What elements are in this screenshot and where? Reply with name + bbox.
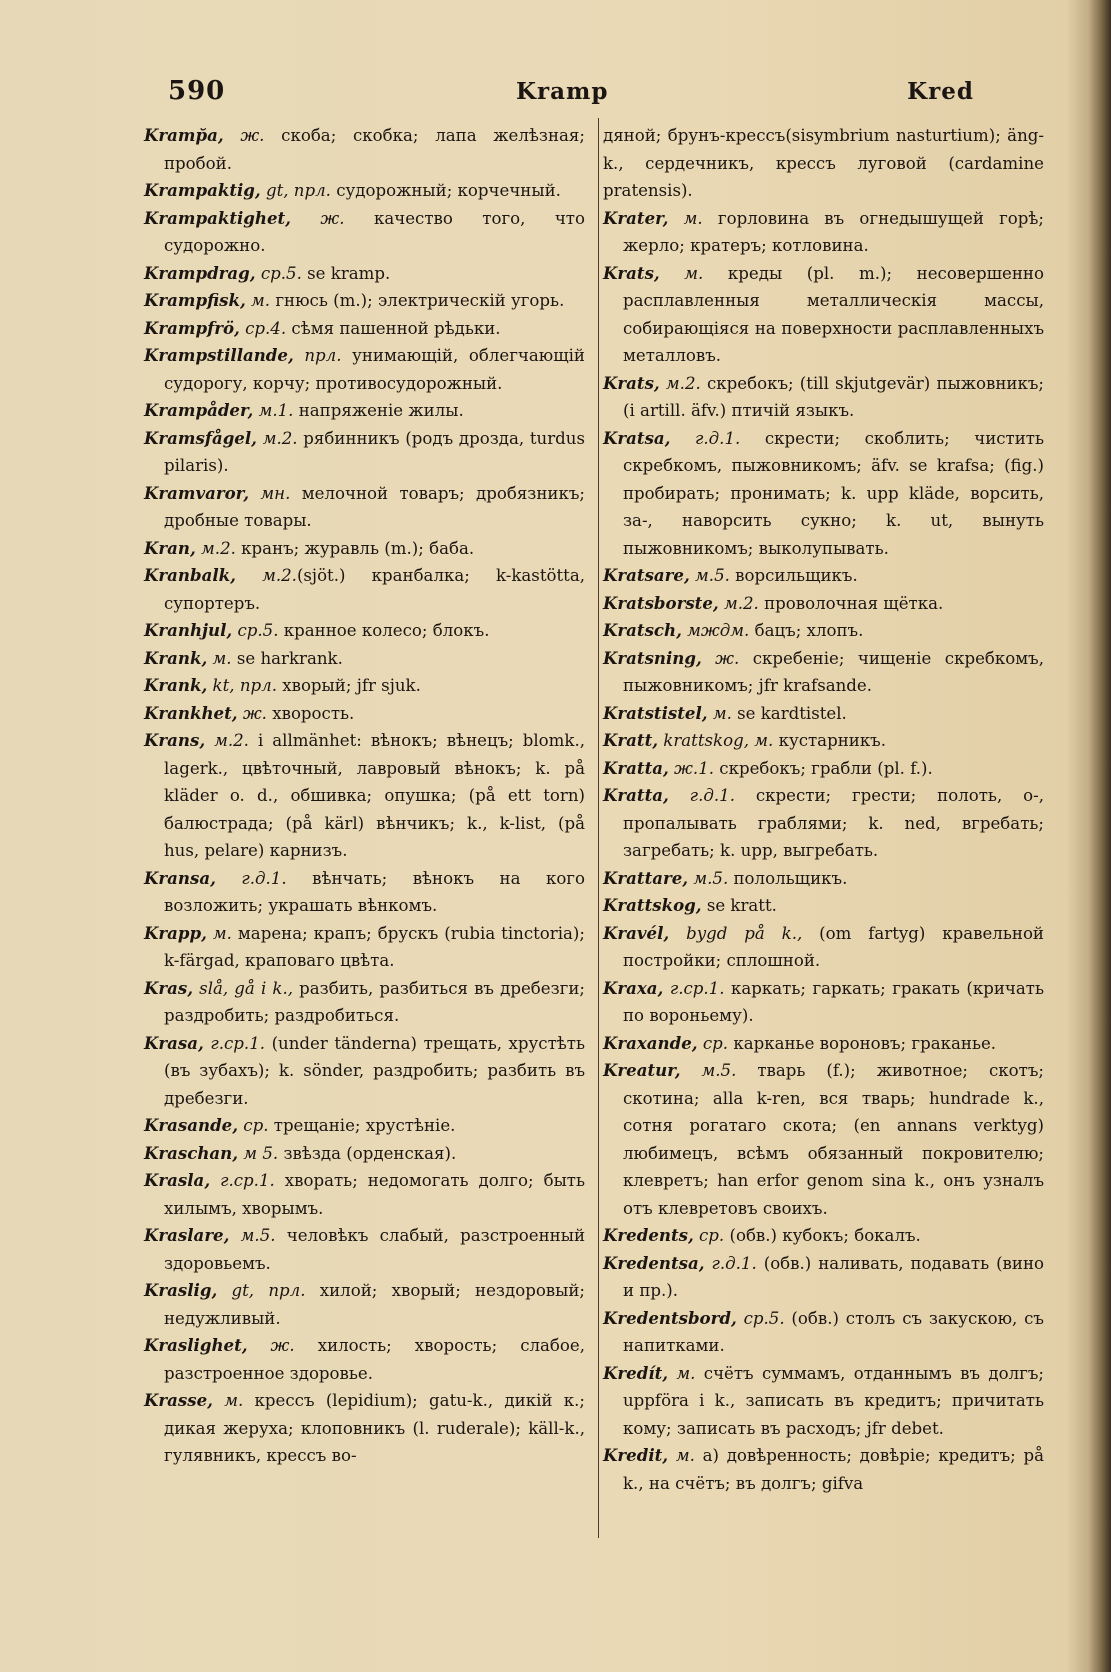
entry-headword: Kraschan, [144,1142,239,1163]
dictionary-entry [144,1387,585,1470]
dictionary-entry [603,370,1044,425]
entry-headword: Kratsning, [603,647,702,668]
entry-grammar: г.д.1. [668,786,735,805]
dictionary-entry [603,562,1044,590]
entry-headword: Krattskog, [603,895,702,915]
dictionary-entry [144,425,585,480]
entry-headword: Kratta, [603,757,669,778]
entry-definition: (om fartyg) кравельной постройки; сплошной. [623,923,1044,970]
entry-headword: Krasande, [144,1115,239,1135]
dictionary-entry [603,920,1044,975]
entry-grammar: прл. [293,346,342,365]
dictionary-entry [144,315,585,343]
entry-grammar: г.д.1. [670,428,741,448]
entry-headword: Krapp, [144,922,207,943]
entry-headword: Krank, [144,647,208,668]
entry-grammar: krattskog, м. [658,731,774,750]
entry-grammar: м. [206,923,232,943]
entry-grammar: slå, gå i k., [193,978,293,998]
entry-grammar: м. [207,648,232,668]
entry-grammar: ср.4. [239,318,287,338]
entry-headword: Kredentsa, [603,1252,705,1273]
entry-headword: Krattare, [603,867,689,888]
entry-grammar: м.2. [195,538,236,558]
entry-grammar: м.2. [659,373,701,393]
entry-grammar: г.ср.1. [210,1171,275,1190]
dictionary-entry [603,727,1044,755]
dictionary-entry [144,1140,585,1168]
entry-grammar: г.ср.1. [663,978,725,998]
entry-definition: полольщикъ. [728,868,848,888]
entry-definition: разбить, разбиться въ дребезги; раздробить; раздробиться. [164,978,585,1025]
entry-grammar: ж. [237,703,267,723]
entry-definition: проволочная щётка. [758,593,944,613]
dictionary-entry [144,1277,585,1332]
entry-definition: кустарникъ. [773,731,887,750]
entry-definition: кранъ; журавль (m.); баба. [235,538,475,558]
entry-headword: Kraxa, [603,977,664,998]
dictionary-entry [603,1305,1044,1360]
entry-grammar: ср.5. [255,263,302,283]
dictionary-entry [144,397,585,425]
entry-headword: Krats, [603,262,660,283]
dictionary-entry [603,700,1044,728]
entry-grammar: gt, прл. [217,1281,306,1300]
dictionary-entry [603,205,1044,260]
entry-definition: (обв.) кубокъ; бокалъ. [724,1226,921,1245]
dictionary-entry [603,1030,1044,1058]
entry-headword: Krank, [144,675,208,695]
dictionary-entry [144,287,585,315]
entry-headword: Krampaktighet, [144,207,291,228]
entry-grammar: ср. [238,1116,269,1135]
dictionary-entry [603,755,1044,783]
entry-definition: качество того, что судорожно. [164,208,585,255]
entry-definition: мелочной товаръ; дробязникъ; дробные товары. [164,483,585,530]
entry-headword: Kramsfågel, [144,427,257,448]
dictionary-entry [603,1360,1044,1443]
dictionary-entry [144,1112,585,1140]
entry-headword: Kreatur, [603,1060,681,1080]
entry-headword: Kratt, [603,730,659,750]
entry-definition: хилой; хворый; нездоровый; недужливый. [164,1281,586,1328]
entry-definition: se kramp. [301,263,391,283]
entry-definition: крессъ (lepidium); gatu-k., дикій к.; дикая жеруха; клоповникъ (l. ruderale); käll-k., гулявникъ, крессъ во- [164,1391,585,1465]
dictionary-entry [603,590,1044,618]
entry-definition: хилость; хворость; слабое, разстроенное здоровье. [164,1336,585,1383]
dictionary-entry [144,617,585,645]
entry-grammar: м.2. [256,428,298,448]
entry-headword: Krasse, [144,1390,213,1410]
entry-headword: Kratsborste, [603,592,719,613]
column-divider [598,118,599,1538]
entry-grammar: м. [668,208,703,228]
entry-definition: карканье вороновъ; граканье. [728,1033,997,1053]
entry-definition: гнюсь (m.); электрическій угорь. [270,291,565,310]
entry-definition: хворость. [266,703,355,723]
running-head-left: Kramp [516,78,609,105]
entry-headword: Kraxande, [603,1032,698,1053]
entry-grammar: м.2. [235,566,297,585]
dictionary-entry [144,645,585,673]
entry-grammar: ср. [697,1033,729,1053]
dictionary-entry [144,975,585,1030]
dictionary-entry [603,892,1044,920]
entry-grammar: м. [707,703,732,723]
entry-grammar: м. [212,1391,244,1410]
entry-definition: скрести; скоблить; чистить скребкомъ, пыжовникомъ; äfv. se krafsa; (fig.) пробирать; пронимать; k. upp kläde, ворсить, за-, наворсить сукно; k. ut, вынуть пыжовникомъ; выколупывать. [623,428,1045,558]
entry-definition: унимающій, облегчающій судорогу, корчу; противосудорожный. [164,346,585,393]
entry-definition: креды (pl. m.); несовершенно расплавленныя металлическія массы, собирающіяся на поверхности расплавленныхъ металловъ. [623,263,1044,365]
dictionary-entry [144,260,585,288]
dictionary-entry [144,727,585,865]
entry-headword: Kredentsbord, [603,1307,737,1328]
dictionary-entry [603,1222,1044,1250]
entry-definition: (sjöt.) кранбалка; k-kastötta, супортеръ. [164,566,585,613]
entry-grammar: ж. [701,648,740,668]
entry-definition: se kardtistel. [731,703,847,723]
entry-definition: сѣмя пашенной рѣдьки. [286,318,501,338]
entry-headword: Kramvaror, [144,482,249,503]
entry-definition: горловина въ огнедышущей горѣ; жерло; кратеръ; котловина. [623,208,1044,255]
entry-grammar: ж.1. [668,758,715,778]
book-spine-shadow [1087,0,1111,1672]
entry-definition: хворый; jfr sjuk. [276,676,421,695]
entry-headword: Kraslare, [144,1225,230,1245]
entry-grammar: м.1. [253,401,294,420]
dictionary-entry [603,782,1044,865]
entry-definition: счётъ суммамъ, отданнымъ въ долгъ; uppföra i k., записать въ кредитъ; причитать кому; записать въ расходъ; jfr debet. [623,1363,1045,1438]
entry-definition: марена; крапъ; брускъ (rubia tinctoria); k-färgad, краповаго цвѣта. [164,923,585,970]
entry-headword: Krankhet, [144,702,238,723]
entry-grammar: м 5. [238,1143,279,1163]
entry-grammar: ср.5. [232,621,279,640]
entry-definition: скоба; скобка; лапа желѣзная; пробой. [164,126,585,173]
entry-headword: Kravél, [603,922,670,943]
entry-definition: (обв.) наливать, подавать (вино и пр.). [623,1253,1044,1300]
right-column-entries [603,205,1044,1498]
entry-headword: Krampstillande, [144,345,294,365]
entry-definition: тварь (f.); животное; скотъ; скотина; alla k-ren, вся тварь; hundrade k., сотня рогатаго скота; (en annans verktyg) любимецъ, всѣмъ обязанный покровителю; клевретъ; han erfor genom sina k., онъ узналъ отъ клевретовъ своихъ. [623,1061,1044,1218]
entry-grammar: ср.5. [736,1308,785,1328]
dictionary-entry [144,1167,585,1222]
entry-headword: Krater, [603,207,669,228]
entry-grammar: м.5. [689,566,730,585]
entry-grammar: ж. [290,208,345,228]
entry-headword: Kramp̆a, [144,125,224,145]
entry-grammar: ср. [693,1226,725,1245]
entry-grammar: м. [668,1363,696,1383]
dictionary-entry [144,1222,585,1277]
dictionary-entry [603,865,1044,893]
page-number: 590 [168,76,226,106]
entry-definition: (under tänderna) трещать, хрустѣть (въ зубахъ); k. sönder, раздробить; разбить въ дребезги. [164,1033,585,1108]
dictionary-entry [603,645,1044,700]
dictionary-entry [144,122,585,177]
entry-grammar: мн. [249,483,291,503]
entry-grammar: kt, прл. [207,676,277,695]
entry-headword: Krampfrö, [144,317,240,338]
entry-grammar: г.д.1. [704,1253,757,1273]
dictionary-entry [603,425,1044,563]
entry-headword: Krans, [144,730,206,750]
continuation-text: дяной; брунъ-крессъ(sisymbrium nasturtium); äng-k., сердечникъ, крессъ луговой (cardamine pratensis). [603,126,1044,200]
entry-headword: Krampdrag, [144,262,256,283]
entry-grammar: м. [245,291,271,310]
entry-grammar: м. [659,263,704,283]
dictionary-entry [144,342,585,397]
entry-headword: Kredít, [603,1362,669,1383]
entry-grammar: м.2. [205,731,249,750]
entry-definition: (обв.) столъ съ закускою, съ напитками. [623,1308,1044,1355]
dictionary-entry [603,260,1044,370]
entry-grammar: ж. [223,126,265,145]
entry-definition: звѣзда (орденская). [278,1143,457,1163]
entry-definition: скребокъ; грабли (pl. f.). [714,758,933,778]
entry-grammar: м.5. [688,868,729,888]
entry-grammar: bygd på k., [669,923,803,943]
entry-headword: Krasa, [144,1032,204,1053]
entry-headword: Kredents, [603,1225,694,1245]
entry-grammar: м.2. [718,593,759,613]
entry-definition: а) довѣренность; довѣріе; кредитъ; på k., на счётъ; въ долгъ; gifva [623,1446,1044,1493]
entry-definition: бацъ; хлопъ. [749,621,864,640]
dictionary-entry [144,1332,585,1387]
dictionary-entry [144,672,585,700]
entry-definition: se harkrank. [231,648,343,668]
entry-definition: напряженіе жилы. [293,401,464,420]
entry-definition: каркать; гаркать; гракать (кричать по вороньему). [623,978,1044,1025]
dictionary-entry [603,617,1044,645]
entry-headword: Kratsa, [603,427,671,448]
dictionary-entry [603,1442,1044,1497]
entry-grammar: м.5. [229,1226,276,1245]
dictionary-entry [144,177,585,205]
dictionary-entry [144,920,585,975]
entry-headword: Kran, [144,537,196,558]
entry-headword: Krampaktig, [144,180,261,200]
page-header [160,72,1028,112]
entry-headword: Krasla, [144,1170,211,1190]
entry-grammar: ж. [247,1336,295,1355]
entry-headword: Krampåder, [144,400,254,420]
entry-headword: Kraslighet, [144,1335,248,1355]
entry-grammar: м.5. [680,1061,737,1080]
entry-headword: Krampfisk, [144,290,246,310]
entry-definition: хворать; недомогать долго; быть хилымъ, хворымъ. [164,1171,585,1218]
entry-headword: Kredit, [603,1445,669,1465]
entry-definition: скребокъ; (till skjutgevär) пыжовникъ; (i artill. äfv.) птичій языкъ. [623,373,1044,420]
entry-headword: Kransa, [144,867,216,888]
dictionary-entry [144,535,585,563]
entry-grammar: мждм. [681,621,750,640]
entry-definition: скребеніе; чищеніе скребкомъ, пыжовникомъ; jfr krafsande. [623,648,1044,695]
entry-headword: Kratsare, [603,565,690,585]
entry-definition: кранное колесо; блокъ. [278,621,490,640]
entry-headword: Kratsch, [603,620,682,640]
left-column [144,122,585,1470]
dictionary-entry [144,562,585,617]
dictionary-entry [144,1030,585,1113]
entry-definition: человѣкъ слабый, разстроенный здоровьемъ. [164,1226,586,1273]
dictionary-entry [603,1250,1044,1305]
dictionary-entry [144,865,585,920]
dictionary-entry [144,700,585,728]
entry-definition: ворсильщикъ. [729,566,858,585]
entry-grammar: г.ср.1. [203,1033,266,1053]
dictionary-entry [144,480,585,535]
right-column [603,122,1044,1497]
entry-headword: Kras, [144,977,194,998]
entry-grammar: м. [668,1446,695,1465]
entry-definition: трещаніе; хрустѣніе. [268,1116,456,1135]
entry-definition: se kratt. [701,896,777,915]
dictionary-entry [144,205,585,260]
entry-definition: рябинникъ (родъ дрозда, turdus pilaris). [164,428,585,475]
entry-headword: Kratta, [603,785,669,805]
running-head-right: Kred [907,78,974,105]
dictionary-entry [603,975,1044,1030]
entry-definition: скрести; грести; полоть, о-, пропалывать граблями; k. ned, вгребать; загребать; k. upp, выгребать. [623,786,1044,860]
entry-headword: Krats, [603,372,660,393]
entry-definition: i allmänhet: вѣнокъ; вѣнецъ; blomk., lagerk., цвѣточный, лавровый вѣнокъ; k. på kläder o. d., обшивка; опушка; (på ett torn) балюстрада; (på kärl) вѣнчикъ; k., k-list, (på hus, pelare) карнизъ. [164,731,586,860]
entry-headword: Kraslig, [144,1280,218,1300]
entry-headword: Kranbalk, [144,565,236,585]
dictionary-entry [603,1057,1044,1222]
entry-definition: судорожный; корчечный. [330,181,561,200]
entry-definition: вѣнчать; вѣнокъ на кого возложить; украшать вѣнкомъ. [164,868,585,915]
entry-grammar: г.д.1. [215,868,287,888]
entry-headword: Kratstistel, [603,702,708,723]
entry-grammar: gt, прл. [260,181,331,200]
entry-headword: Kranhjul, [144,620,233,640]
